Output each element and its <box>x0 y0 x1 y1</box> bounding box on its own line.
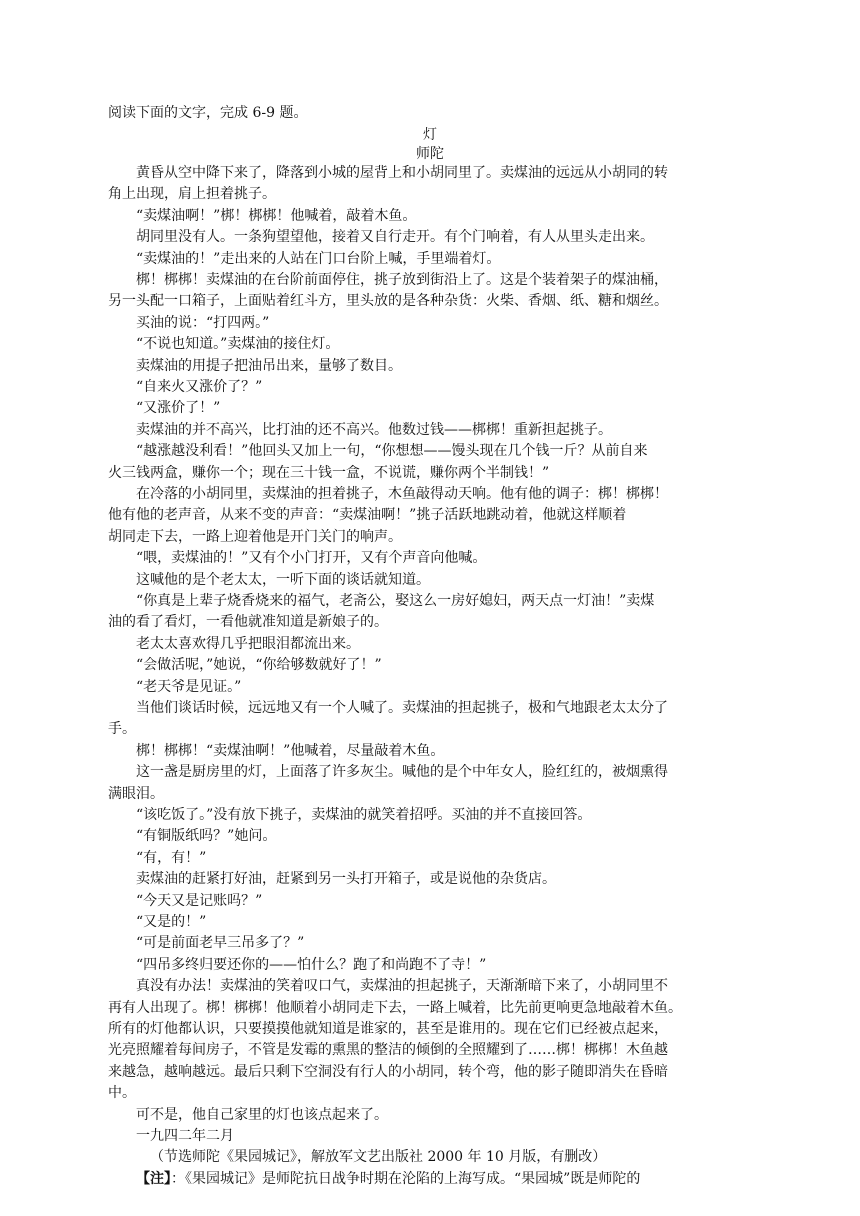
body-line: 所有的灯他都认识，只要摸摸他就知道是谁家的，甚至是谁用的。现在它们已经被点起来， <box>108 1021 668 1037</box>
body-line: “越涨越没利看！”他回头又加上一句，“你想想——馒头现在几个钱一斤？从前自来 <box>136 443 648 460</box>
body-line: “该吃饭了。”没有放下挑子，卖煤油的就笑着招呼。买油的并不直接回答。 <box>136 807 592 823</box>
body-line: 这一盏是厨房里的灯，上面落了许多灰尘。喊他的是个中年女人，脸红红的，被烟熏得 <box>136 764 668 781</box>
body-line: 老太太喜欢得几乎把眼泪都流出来。 <box>136 635 360 652</box>
body-line: 火三钱两盒，赚你一个；现在三十钱一盒，不说谎，赚你两个半制钱！” <box>108 464 550 481</box>
body-line: 当他们谈话时候，远远地又有一个人喊了。卖煤油的担起挑子，极和气地跟老太太分了 <box>136 700 668 716</box>
body-line: 胡同走下去，一路上迎着他是开门关门的响声。 <box>108 528 402 545</box>
body-line: “卖煤油的！”走出来的人站在门口台阶上喊，手里端着灯。 <box>136 250 501 267</box>
article-author: 师陀 <box>416 146 444 162</box>
note-tag: 【注】 <box>136 1170 171 1187</box>
body-line: 手。 <box>108 721 136 738</box>
body-line: 买油的说：“打四两。” <box>136 314 270 331</box>
body-line: “会做活呢，”她说，“你给够数就好了！” <box>136 657 382 674</box>
body-line: 卖煤油的并不高兴，比打油的还不高兴。他数过钱——梆梆！重新担起挑子。 <box>136 421 612 438</box>
note-text: ：《果园城记》是师陀抗日战争时期在沦陷的上海写成。“果园城”既是师陀的 <box>171 1170 641 1187</box>
intro-text: 阅读下面的文字，完成 6-9 题。 <box>108 105 308 121</box>
body-line: 胡同里没有人。一条狗望望他，接着又自行走开。有个门响着，有人从里头走出来。 <box>136 229 654 246</box>
body-line: “你真是上辈子烧香烧来的福气，老斋公，娶这么一房好媳妇，两天点一灯油！”卖煤 <box>136 593 655 609</box>
body-line: 黄昏从空中降下来了，降落到小城的屋背上和小胡同里了。卖煤油的远远从小胡同的转 <box>136 165 668 181</box>
article-title: 灯 <box>423 127 437 143</box>
body-line: 来越急，越响越远。最后只剩下空洞没有行人的小胡同，转个弯，他的影子随即消失在昏暗 <box>108 1063 668 1080</box>
body-line: 在冷落的小胡同里，卖煤油的担着挑子，木鱼敲得动天响。他有他的调子：梆！梆梆！ <box>136 486 668 502</box>
body-line: “卖煤油啊！”梆！梆梆！他喊着，敲着木鱼。 <box>136 207 417 224</box>
body-line: 梆！梆梆！卖煤油的在台阶前面停住，挑子放到街沿上了。这是个装着架子的煤油桶， <box>136 272 668 288</box>
body-line: 另一头配一口箱子，上面贴着红斗方，里头放的是各种杂货：火柴、香烟、纸、糖和烟丝。 <box>108 293 668 310</box>
body-line: “不说也知道。”卖煤油的接住灯。 <box>136 336 340 353</box>
body-line: “喂，卖煤油的！”又有个小门打开，又有个声音向他喊。 <box>136 550 487 567</box>
body-line: 油的看了看灯，一看他就准知道是新娘子的。 <box>108 614 388 631</box>
body-line: 卖煤油的用提子把油吊出来，量够了数目。 <box>136 357 402 374</box>
body-line: “又是的！” <box>136 914 207 930</box>
body-line: （节选师陀《果园城记》，解放军文艺出版社 2000 年 10 月版，有删改） <box>150 1149 607 1166</box>
body-line: 这喊他的是个老太太，一听下面的谈话就知道。 <box>136 571 430 588</box>
body-line: “有铜版纸吗？”她问。 <box>136 828 277 845</box>
body-line: “又涨价了！” <box>136 400 221 417</box>
body-line: “今天又是记账吗？” <box>136 892 263 909</box>
body-line: “有，有！” <box>136 849 207 866</box>
body-line: “可是前面老早三吊多了？” <box>136 935 305 952</box>
body-line: 光亮照耀着每间房子，不管是发霉的熏黑的整洁的倾倒的全照耀到了……梆！梆梆！木鱼越 <box>108 1042 668 1059</box>
body-line: 梆！梆梆！“卖煤油啊！”他喊着，尽量敲着木鱼。 <box>136 742 445 759</box>
body-line: 卖煤油的赶紧打好油，赶紧到另一头打开箱子，或是说他的杂货店。 <box>136 871 556 888</box>
body-line: 真没有办法！卖煤油的笑着叹口气，卖煤油的担起挑子，天渐渐暗下来了，小胡同里不 <box>136 978 668 995</box>
body-line: “四吊多终归要还你的——怕什么？跑了和尚跑不了寺！” <box>136 956 487 973</box>
body-line: 他有他的老声音，从来不变的声音：“卖煤油啊！”挑子活跃地跳动着，他就这样顺着 <box>108 507 627 524</box>
body-line: 角上出现，肩上担着挑子。 <box>108 186 276 203</box>
body-line: 中。 <box>108 1085 136 1102</box>
body-line: “老天爷是见证。” <box>136 678 242 695</box>
body-line: 再有人出现了。梆！梆梆！他顺着小胡同走下去，一路上喊着，比先前更响更急地敲着木鱼。 <box>108 999 682 1016</box>
body-line: “自来火又涨价了？” <box>136 379 263 395</box>
note-line <box>136 1170 640 1188</box>
body-line: 可不是，他自己家里的灯也该点起来了。 <box>136 1106 388 1123</box>
body-line: 一九四二年二月 <box>136 1128 234 1144</box>
body-line: 满眼泪。 <box>108 785 164 802</box>
